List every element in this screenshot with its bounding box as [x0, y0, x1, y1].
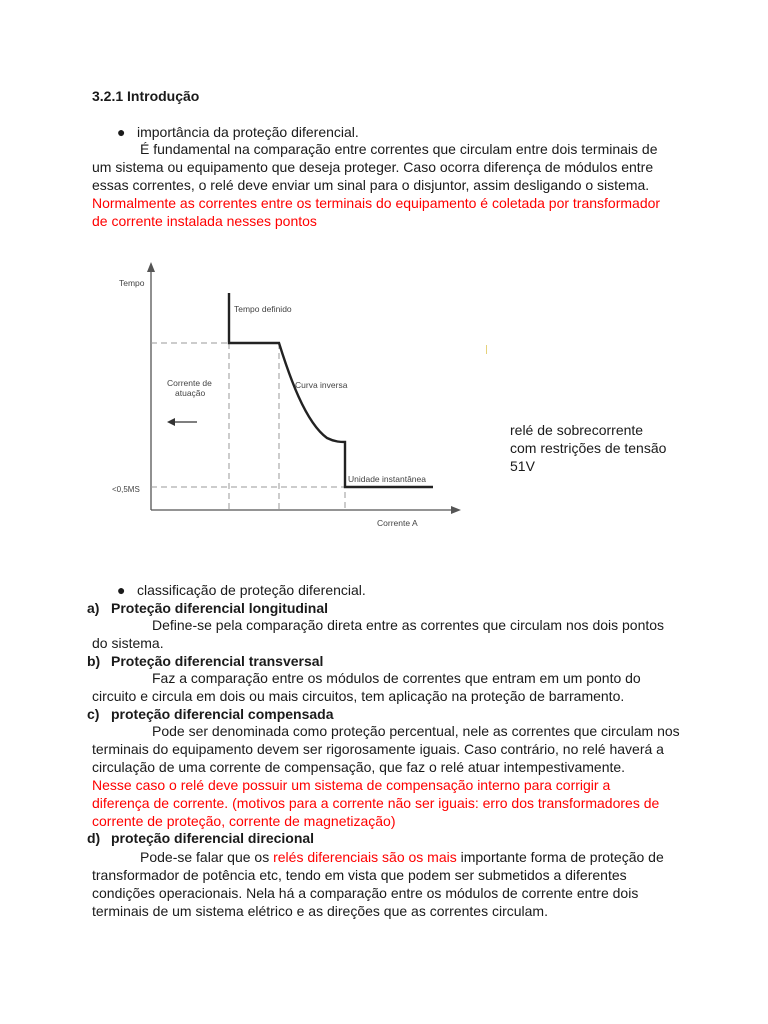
section-c-title: proteção diferencial compensada — [111, 706, 334, 722]
section-c-red-line: diferença de corrente. (motivos para a corrente não ser iguais: erro dos transformadores de — [92, 795, 660, 811]
left-arrow-icon — [167, 418, 175, 426]
side-note-line: com restrições de tensão — [510, 440, 667, 456]
section-d-title: proteção diferencial direcional — [111, 830, 315, 846]
intro-paragraph-line: um sistema ou equipamento que deseja proteger. Caso ocorra diferença de módulos entre — [92, 159, 654, 175]
x-axis-label: Corrente A — [377, 518, 418, 528]
section-d-line: condições operacionais. Nela há a comparação entre os módulos de corrente entre dois — [92, 885, 639, 901]
section-d-line — [140, 848, 664, 866]
bullet-icon: ● — [117, 582, 126, 598]
section-c-line: terminais do equipamento devem ser rigorosamente iguais. Caso contrário, no relé haverá a — [92, 741, 664, 757]
section-d-line: transformador de potência etc, tendo em vista que podem ser submetidos a diferentes — [92, 867, 627, 883]
text-cursor-mark — [486, 345, 487, 354]
section-b-marker: b) — [87, 653, 101, 669]
label-corrente-de: Corrente de — [167, 378, 212, 388]
section-c-line: Pode ser denominada como proteção percentual, nele as correntes que circulam nos — [152, 723, 680, 739]
x-axis-arrow-icon — [451, 506, 461, 514]
label-atuacao: atuação — [175, 388, 206, 398]
section-c-red-line: corrente de proteção, corrente de magnetização) — [92, 813, 396, 829]
intro-paragraph-line: essas correntes, o relé deve enviar um sinal para o disjuntor, assim desligando o sistema. — [92, 177, 650, 193]
section-heading: 3.2.1 Introdução — [92, 88, 200, 104]
relay-curve-figure — [105, 260, 465, 535]
section-d-line: terminais de um sistema elétrico e as direções que as correntes circulam. — [92, 903, 548, 919]
section-a-marker: a) — [87, 600, 100, 616]
bullet-icon: ● — [117, 124, 126, 140]
section-b-title: Proteção diferencial transversal — [111, 653, 324, 669]
intro-paragraph-line: É fundamental na comparação entre correntes que circulam entre dois terminais de — [140, 141, 658, 157]
y-axis-arrow-icon — [147, 262, 155, 272]
section-a-line: Define-se pela comparação direta entre as correntes que circulam nos dois pontos — [152, 617, 665, 633]
section-d-highlight: relés diferenciais são os mais — [273, 849, 457, 865]
bullet-text: importância da proteção diferencial. — [137, 124, 359, 140]
bullet-text: classificação de proteção diferencial. — [137, 582, 366, 598]
section-c-red-line: Nesse caso o relé deve possuir um sistema de compensação interno para corrigir a — [92, 777, 611, 793]
y-axis-label: Tempo — [119, 278, 145, 288]
section-a-line: do sistema. — [92, 635, 164, 651]
relay-characteristic-curve — [229, 293, 433, 487]
section-a-title: Proteção diferencial longitudinal — [111, 600, 329, 616]
tick-label: <0,5MS — [112, 485, 140, 494]
label-tempo-definido: Tempo definido — [234, 304, 292, 314]
intro-red-line: Normalmente as correntes entre os terminais do equipamento é coletada por transformador — [92, 195, 661, 211]
side-note-line: relé de sobrecorrente — [510, 422, 644, 438]
section-d-line-start: Pode-se falar que os — [140, 849, 274, 865]
section-c-marker: c) — [87, 706, 100, 722]
section-b-line: Faz a comparação entre os módulos de correntes que entram em um ponto do — [152, 670, 641, 686]
label-curva-inversa: Curva inversa — [295, 380, 348, 390]
section-b-line: circuito e circula em dois ou mais circuitos, tem aplicação na proteção de barramento. — [92, 688, 625, 704]
bullet-importancia — [117, 123, 359, 141]
side-note-line: 51V — [510, 458, 535, 474]
section-c-line: circulação de uma corrente de compensação, que faz o relé atuar intempestivamente. — [92, 759, 626, 775]
label-unidade-instantanea: Unidade instantânea — [348, 474, 426, 484]
section-d-marker: d) — [87, 830, 101, 846]
intro-red-line: de corrente instalada nesses pontos — [92, 213, 317, 229]
section-d-line-end: importante forma de proteção de — [456, 849, 664, 865]
bullet-classificacao — [117, 581, 366, 599]
